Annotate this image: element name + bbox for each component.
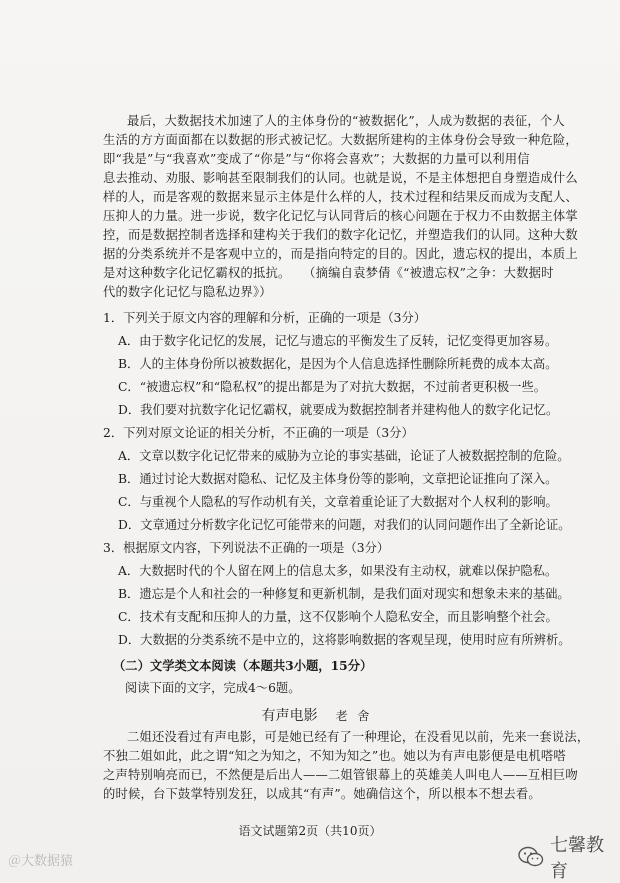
story-title: 有声电影 (261, 708, 318, 724)
story-paragraph (103, 728, 590, 804)
passage-paragraph (103, 112, 578, 302)
option-c: C．与重视个人隐私的写作动机有关，文章着重论证了大数据对个人权利的影响。 (118, 495, 558, 509)
option-d: D．大数据的分类系统不是中立的，这将影响数据的客观呈现，使用时应有所辨析。 (118, 633, 571, 647)
option-a: A．由于数字化记忆的发展，记忆与遗忘的平衡发生了反转，记忆变得更加容易。 (118, 334, 558, 348)
passage-line: 据的分类系统并不是客观中立的，而是指向特定的目的。因此，遗忘权的提出，本质上 (103, 247, 578, 261)
wechat-icon (518, 846, 544, 868)
passage-line: 控，而是数据控制者选择和建构关于我们的数字化记忆，并塑造我们的认同。这种大数 (103, 228, 578, 242)
story-title-line (103, 704, 531, 728)
option-d: D．我们要对抗数字化记忆霸权，就要成为数据控制者并建构他人的数字化记忆。 (118, 403, 559, 417)
story-author: 老 舍 (335, 709, 373, 723)
option-a: A．文章以数字化记忆带来的威胁为立论的事实基础，论证了人被数据控制的危险。 (118, 449, 570, 463)
option-c: C．技术有支配和压抑人的力量，这不仅影响个人隐私安全，而且影响整个社会。 (118, 610, 558, 624)
question-3 (103, 537, 571, 652)
question-stem: 2．下列对原文论证的相关分析，不正确的一项是（3分） (103, 426, 414, 440)
watermark-right-text: 七馨教育 (550, 835, 604, 882)
option-c: C．“被遗忘权”和“隐私权”的提出都是为了对抗大数据，不过前者更积极一些。 (118, 380, 547, 394)
question-2 (103, 422, 571, 537)
page-footer: 语文试题第2页（共10页） (238, 824, 382, 838)
option-b: B．通过讨论大数据对隐私、记忆及主体身份等的影响，文章把论证推向了深入。 (118, 472, 558, 486)
passage-line: 压抑人的力量。进一步说，数字化记忆与认同背后的核心问题在于权力不由数据主体掌 (103, 209, 578, 223)
passage-line: 生活的方方面面都在以数据的形式被记忆。大数据所建构的主体身份会导致一种危险， (103, 133, 578, 147)
story-line: 的时候，台下鼓掌特别发狂，以成其“有声”。她确信这个，所以根本不想去看。 (103, 787, 541, 801)
story-line: 二姐还没看过有声电影，可是她已经有了一种理论，在没看见以前，先来一套说法， (127, 730, 590, 744)
question-1 (103, 307, 559, 422)
option-b: B．遗忘是个人和社会的一种修复和更新机制，是我们面对现实和想象未来的基础。 (118, 587, 570, 601)
passage-source: 代的数字化记忆与隐私边界》） (103, 285, 272, 299)
story-line: 之声特别响亮而已，不然便是后出人——二姐管银幕上的英雄美人叫电人——互相巨吻 (103, 768, 578, 782)
passage-line: 样的人，而是客观的数据来显示主体是什么样的人，技术过程和结果反而成为支配人、 (103, 190, 578, 204)
page-content (103, 112, 590, 804)
passage-line: 是对这种数字化记忆霸权的抵抗。 （摘编自袁梦倩《“被遗忘权”之争：大数据时 (103, 266, 554, 280)
option-b: B．人的主体身份所以被数据化，是因为个人信息选择性删除所耗费的成本太高。 (118, 357, 558, 371)
section-instruction: 阅读下面的文字，完成4～6题。 (125, 681, 301, 695)
section-heading: （二）文学类文本阅读（本题共3小题，15分） (113, 658, 373, 673)
passage-line: 即“我是”与“我喜欢”变成了“你是”与“你将会喜欢”；大数据的力量可以利用信 (103, 152, 530, 166)
option-a: A．大数据时代的个人留在网上的信息太多，如果没有主动权，就难以保护隐私。 (118, 564, 558, 578)
passage-line: 最后，大数据技术加速了人的主体身份的“被数据化”，人成为数据的表征，个人 (127, 114, 565, 128)
passage-line: 息去推动、劝服、影响甚至限制我们的认同。也就是说，不是主体想把自身塑造成什么 (103, 171, 578, 185)
question-stem: 1．下列关于原文内容的理解和分析，正确的一项是（3分） (103, 311, 427, 325)
option-d: D．文章通过分析数字化记忆可能带来的问题，对我们的认同问题作出了全新论证。 (118, 518, 571, 532)
watermark-right (518, 835, 620, 882)
story-line: 不独二姐如此，此之谓“知之为知之，不知为知之”也。她以为有声电影便是电机嗒嗒 (103, 749, 566, 763)
watermark-left: ＠大数据猿 (8, 854, 74, 869)
question-stem: 3．根据原文内容，下列说法不正确的一项是（3分） (103, 541, 390, 555)
